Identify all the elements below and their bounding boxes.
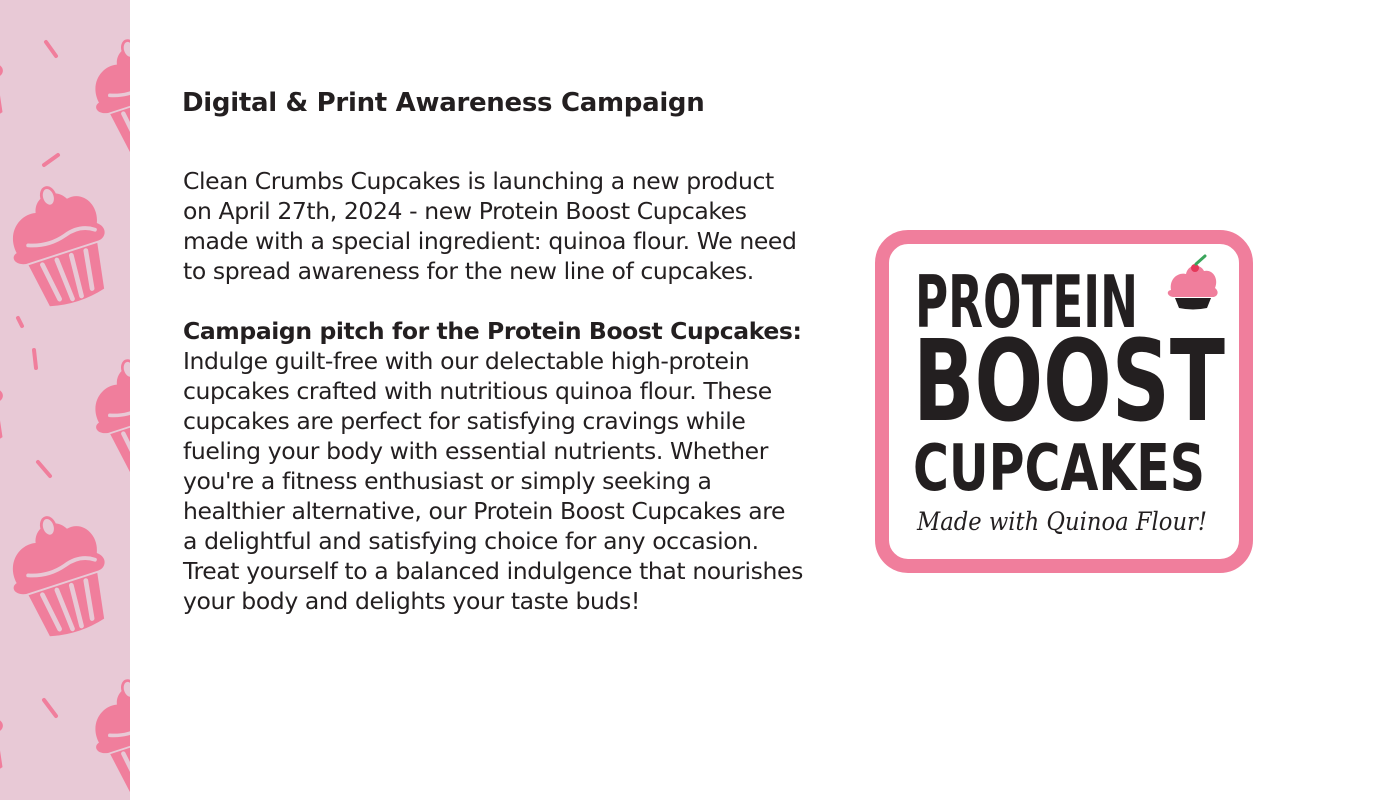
pitch-paragraph	[183, 316, 803, 616]
logo-graphic	[875, 230, 1253, 573]
decorative-sidebar	[0, 0, 130, 800]
logo-tagline: Made with Quinoa Flour!	[916, 507, 1207, 536]
pitch-body: Indulge guilt-free with our delectable high-protein cupcakes crafted with nutritious quinoa flour. These cupcakes are perfect for satisfying cravings while fueling your body with essential nutrients. Whether you're a fitness enthusiast or simply seeking a healthier alternative, our Protein Boost Cupcakes are a delightful and satisfying choice for any occasion. Treat yourself to a balanced indulgence that nourishes your body and delights your taste buds!	[183, 347, 803, 615]
product-logo	[875, 230, 1253, 573]
logo-line-cupcakes: CUPCAKES	[913, 432, 1205, 506]
cupcake-pattern-icon	[0, 0, 130, 800]
logo-line-protein: PROTEIN	[915, 260, 1138, 344]
page-title: Digital & Print Awareness Campaign	[182, 88, 705, 118]
campaign-copy	[183, 166, 803, 646]
intro-paragraph: Clean Crumbs Cupcakes is launching a new product on April 27th, 2024 - new Protein Boost Cupcakes made with a special ingredient: quinoa flour. We need to spread awareness for the new line of cupcakes.	[183, 167, 797, 285]
logo-line-boost: BOOST	[913, 317, 1225, 447]
pitch-heading: Campaign pitch for the Protein Boost Cupcakes:	[183, 317, 802, 345]
